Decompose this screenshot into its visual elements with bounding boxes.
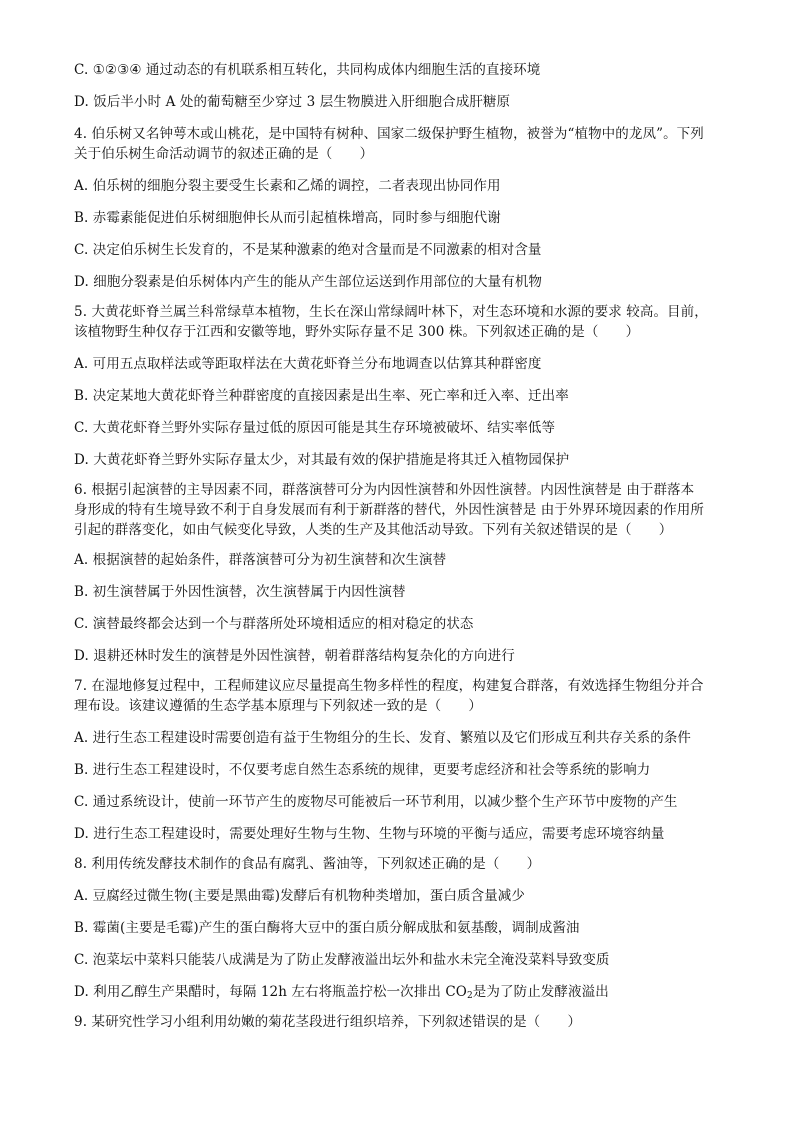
q4-option-c: C. 决定伯乐树生长发育的，不是某种激素的绝对含量而是不同激素的相对含量	[74, 242, 542, 258]
q8-option-c: C. 泡菜坛中菜料只能装八成满是为了防止发酵液溢出坛外和盐水未完全淹没菜料导致变质	[74, 952, 610, 968]
q5-stem-line1: 5. 大黄花虾脊兰属兰科常绿草本植物，生长在深山常绿阔叶林下，对生态环境和水源的要求 较高。目前，	[74, 304, 708, 320]
q7-option-a: A. 进行生态工程建设时需要创造有益于生物组分的生长、发育、繁殖以及它们形成互利共存关系的条件	[74, 730, 692, 746]
q6-stem-line1: 6. 根据引起演替的主导因素不同，群落演替可分为内因性演替和外因性演替。内因性演替是 由于群落本	[74, 482, 695, 498]
q5-option-a: A. 可用五点取样法或等距取样法在大黄花虾脊兰分布地调查以估算其种群密度	[74, 356, 542, 372]
q4-stem-line2: 关于伯乐树生命活动调节的叙述正确的是（ ）	[74, 146, 374, 162]
q3-option-d: D. 饭后半小时 A 处的葡萄糖至少穿过 3 层生物膜进入肝细胞合成肝糖原	[74, 94, 511, 110]
q4-option-b: B. 赤霉素能促进伯乐树细胞伸长从而引起植株增高，同时参与细胞代谢	[74, 210, 501, 226]
q8-stem: 8. 利用传统发酵技术制作的食品有腐乳、酱油等，下列叙述正确的是（ ）	[74, 856, 541, 872]
q4-option-a: A. 伯乐树的细胞分裂主要受生长素和乙烯的调控，二者表现出协同作用	[74, 178, 501, 194]
q7-stem-line2: 理布设。该建议遵循的生态学基本原理与下列叙述一致的是（ ）	[74, 698, 482, 714]
q8-option-a: A. 豆腐经过微生物(主要是黑曲霉)发酵后有机物种类增加，蛋白质含量减少	[74, 888, 525, 904]
q6-stem-line2: 身形成的特有生境导致不利于自身发展而有利于新群落的替代，外因性演替是 由于外界环境因素的作用所	[74, 502, 704, 518]
q8-option-d-tail: 是为了防止发酵液溢出	[472, 984, 609, 1000]
q7-option-b: B. 进行生态工程建设时，不仅要考虑自然生态系统的规律，更要考虑经济和社会等系统的影响力	[74, 762, 651, 778]
q6-option-c: C. 演替最终都会达到一个与群落所处环境相适应的相对稳定的状态	[74, 616, 474, 632]
q7-option-c: C. 通过系统设计，使前一环节产生的废物尽可能被后一环节利用，以减少整个生产环节中废物的产生	[74, 794, 678, 810]
q8-option-d-text: D. 利用乙醇生产果醋时，每隔 12h 左右将瓶盖拧松一次排出 CO	[74, 984, 467, 1000]
q5-option-b: B. 决定某地大黄花虾脊兰种群密度的直接因素是出生率、死亡率和迁入率、迁出率	[74, 388, 569, 404]
q8-option-d-subscript: 2	[466, 991, 473, 1001]
q8-option-d	[74, 982, 609, 1002]
q6-option-b: B. 初生演替属于外因性演替，次生演替属于内因性演替	[74, 584, 406, 600]
q5-option-d: D. 大黄花虾脊兰野外实际存量太少，对其最有效的保护措施是将其迁入植物园保护	[74, 452, 570, 468]
q5-option-c: C. 大黄花虾脊兰野外实际存量过低的原因可能是其生存环境被破坏、结实率低等	[74, 420, 556, 436]
q4-stem-line1: 4. 伯乐树又名钟萼木或山桃花，是中国特有树种、国家二级保护野生植物，被誉为“植物中的龙凤”。下列	[74, 126, 704, 142]
q7-stem-line1: 7. 在湿地修复过程中，工程师建议应尽量提高生物多样性的程度，构建复合群落，有效选择生物组分并合	[74, 678, 704, 694]
q4-option-d: D. 细胞分裂素是伯乐树体内产生的能从产生部位运送到作用部位的大量有机物	[74, 274, 543, 290]
q6-stem-line3: 引起的群落变化，如由气候变化导致，人类的生产及其他活动导致。下列有关叙述错误的是（ ）	[74, 522, 673, 538]
q9-stem: 9. 某研究性学习小组利用幼嫩的菊花茎段进行组织培养，下列叙述错误的是（ ）	[74, 1014, 582, 1030]
q7-option-d: D. 进行生态工程建设时，需要处理好生物与生物、生物与环境的平衡与适应，需要考虑环境容纳量	[74, 826, 665, 842]
q3-option-c: C. ①②③④ 通过动态的有机联系相互转化，共同构成体内细胞生活的直接环境	[74, 62, 541, 78]
q6-option-d: D. 退耕还林时发生的演替是外因性演替，朝着群落结构复杂化的方向进行	[74, 648, 515, 664]
q6-option-a: A. 根据演替的起始条件，群落演替可分为初生演替和次生演替	[74, 552, 447, 568]
q5-stem-line2: 该植物野生种仅存于江西和安徽等地，野外实际存量不足 300 株。下列叙述正确的是（ ）	[74, 324, 640, 340]
q8-option-b: B. 霉菌(主要是毛霉)产生的蛋白酶将大豆中的蛋白质分解成肽和氨基酸，调制成酱油	[74, 920, 580, 936]
